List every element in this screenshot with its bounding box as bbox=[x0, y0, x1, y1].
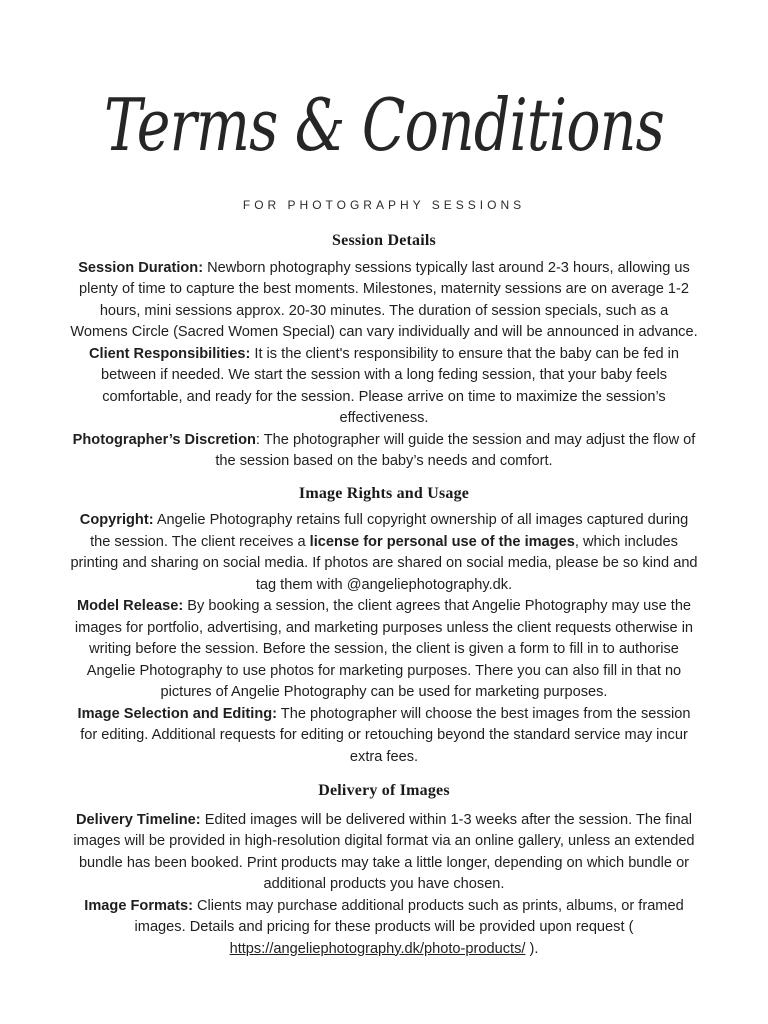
image-selection-text: The photographer will choose the best images from the session for editing. Additional requests for editing or retouching beyond the standard service may incur extra fees. bbox=[80, 705, 691, 765]
delivery-heading: Delivery of Images bbox=[318, 782, 450, 799]
session-duration-text: Newborn photography sessions typically last around 2-3 hours, allowing us plenty of time to capture the best moments. Milestones, maternity sessions are on average 1-2 hours, mini sessions approx. 20-30 minutes. The duration of session specials, such as a Womens Circle (Sacred Women Special) can vary individually and will be announced in advance. bbox=[70, 259, 698, 340]
image-formats-text: Clients may purchase additional products such as prints, albums, or framed images. Details and pricing for these products will be provided upon request ( bbox=[134, 897, 684, 935]
session-details-heading: Session Details bbox=[332, 232, 436, 249]
model-release-text: By booking a session, the client agrees that Angelie Photography may use the images for portfolio, advertising, and marketing purposes unless the client requests otherwise in writing before the session. Before the session, the client is given a form to fill in to authorise Angelie Photography to use photos for marketing purposes. There you can also fill in that no pictures of Angelie Photography can be used for marketing purposes. bbox=[74, 598, 694, 700]
client-responsibilities-paragraph bbox=[70, 344, 698, 430]
copyright-paragraph bbox=[70, 510, 698, 596]
image-selection-paragraph bbox=[70, 704, 698, 769]
photographer-discretion-text: : The photographer will guide the session and may adjust the flow of the session based on the baby’s needs and comfort. bbox=[215, 431, 696, 469]
photographer-discretion-paragraph bbox=[70, 430, 698, 473]
delivery-timeline-label: Delivery Timeline: bbox=[76, 811, 201, 828]
copyright-license-bold: license for personal use of the images bbox=[309, 533, 575, 550]
image-formats-label: Image Formats: bbox=[84, 897, 193, 914]
copyright-text-a: Angelie Photography retains full copyright ownership of all images captured during the session. The client receives a bbox=[90, 512, 689, 550]
photo-products-link[interactable]: https://angeliephotography.dk/photo-products/ bbox=[229, 940, 526, 957]
delivery-timeline-text: Edited images will be delivered within 1-3 weeks after the session. The final images will be provided in high-resolution digital format via an online gallery, unless an extended bundle has been booked. Print products may take a little longer, depending on which bundle or additional products you have chosen. bbox=[73, 811, 695, 892]
page-title: Terms & Conditions bbox=[104, 83, 664, 167]
delivery-timeline-paragraph bbox=[70, 810, 698, 896]
model-release-paragraph bbox=[70, 596, 698, 704]
client-responsibilities-label: Client Responsibilities: bbox=[88, 345, 251, 362]
session-duration-label: Session Duration: bbox=[78, 259, 204, 276]
title-svg bbox=[0, 70, 768, 190]
image-formats-paragraph bbox=[70, 896, 698, 961]
terms-content bbox=[70, 230, 698, 960]
page-subtitle: FOR PHOTOGRAPHY SESSIONS bbox=[242, 198, 526, 212]
image-formats-end: ). bbox=[525, 940, 539, 957]
image-selection-label: Image Selection and Editing: bbox=[77, 705, 278, 722]
model-release-label: Model Release: bbox=[76, 598, 184, 614]
client-responsibilities-text: It is the client's responsibility to ensure that the baby can be fed in between if needed. We start the session with a long feding session, that your baby feels comfortable, and ready for the session. Please arrive on time to maximize the session’s effectiveness. bbox=[101, 345, 680, 426]
title-banner bbox=[0, 70, 768, 190]
session-duration-paragraph bbox=[70, 258, 698, 344]
photographer-discretion-label: Photographer’s Discretion bbox=[72, 431, 256, 448]
copyright-text-b: , which includes printing and sharing on social media. If photos are shared on social media, please be so kind and tag them with @angeliephotography.dk. bbox=[70, 533, 698, 593]
copyright-label: Copyright: bbox=[79, 512, 154, 528]
image-rights-heading: Image Rights and Usage bbox=[298, 484, 470, 502]
